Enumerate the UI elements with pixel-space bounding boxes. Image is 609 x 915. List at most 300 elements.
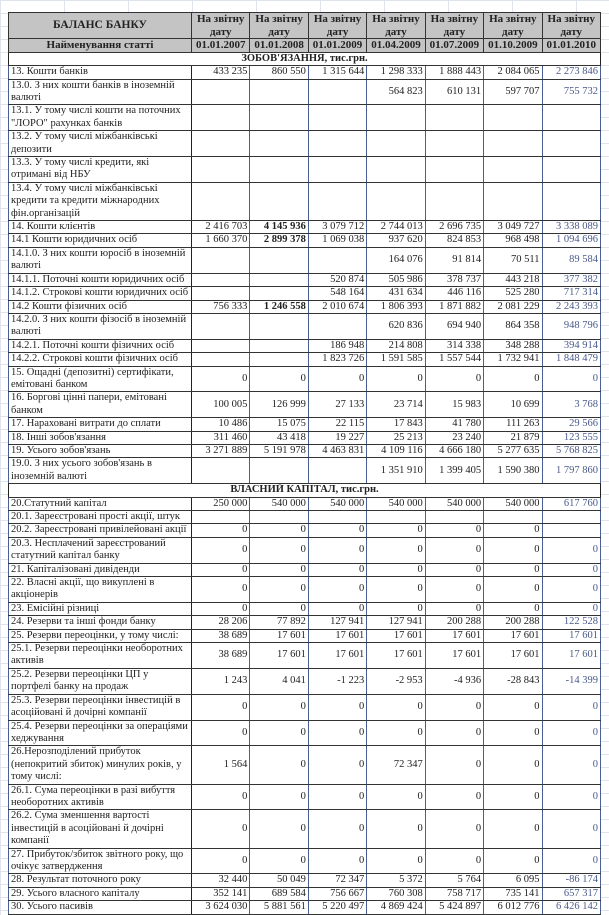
- value-cell: 5 881 561: [250, 901, 308, 914]
- value-cell: 540 000: [425, 497, 483, 510]
- header-row-dates: [9, 39, 601, 53]
- value-cell: 3 079 712: [308, 221, 366, 234]
- value-cell: -86 174: [542, 874, 600, 887]
- value-cell: 0: [308, 524, 366, 537]
- value-cell: 0: [425, 524, 483, 537]
- value-cell: 540 000: [308, 497, 366, 510]
- value-cell: 214 808: [367, 339, 425, 352]
- value-cell: 377 382: [542, 273, 600, 286]
- value-cell: 1 797 860: [542, 458, 600, 484]
- value-cell: 0: [192, 848, 250, 874]
- table-row: [9, 79, 601, 105]
- table-row: [9, 418, 601, 431]
- value-cell: 5 424 897: [425, 901, 483, 914]
- value-cell: 0: [308, 602, 366, 615]
- value-cell: 164 076: [367, 247, 425, 273]
- value-cell: 0: [367, 694, 425, 720]
- value-cell: 0: [425, 720, 483, 746]
- value-cell: 2 416 703: [192, 221, 250, 234]
- row-label: 13.1. У тому числі кошти на поточних "ЛОРО" рахунках банків: [9, 105, 192, 131]
- value-cell: 0: [367, 602, 425, 615]
- value-cell: 620 836: [367, 313, 425, 339]
- value-cell: -1 223: [308, 668, 366, 694]
- value-cell: 25 213: [367, 431, 425, 444]
- value-cell: 3 338 089: [542, 221, 600, 234]
- value-cell: [250, 458, 308, 484]
- value-cell: 127 941: [367, 616, 425, 629]
- table-row: [9, 497, 601, 510]
- column-header-top: На звітну дату: [367, 13, 425, 39]
- row-label: 14.2.1. Поточні кошти фізичних осіб: [9, 339, 192, 352]
- value-cell: [308, 182, 366, 220]
- value-cell: 0: [308, 784, 366, 810]
- value-cell: 968 498: [484, 234, 542, 247]
- value-cell: 77 892: [250, 616, 308, 629]
- date-header: 01.04.2009: [367, 39, 425, 53]
- row-label: 19. Усього зобов'язань: [9, 444, 192, 457]
- value-cell: 1 246 558: [250, 300, 308, 313]
- table-row: [9, 810, 601, 848]
- value-cell: 17 601: [484, 629, 542, 642]
- column-header-top: На звітну дату: [542, 13, 600, 39]
- value-cell: 446 116: [425, 287, 483, 300]
- value-cell: 1 871 882: [425, 300, 483, 313]
- table-row: [9, 602, 601, 615]
- value-cell: 0: [425, 563, 483, 576]
- value-cell: 186 948: [308, 339, 366, 352]
- value-cell: [425, 105, 483, 131]
- value-cell: 314 338: [425, 339, 483, 352]
- column-header-top: На звітну дату: [425, 13, 483, 39]
- value-cell: [250, 105, 308, 131]
- value-cell: 5 768 825: [542, 444, 600, 457]
- value-cell: -14 399: [542, 668, 600, 694]
- value-cell: 32 440: [192, 874, 250, 887]
- value-cell: 0: [542, 602, 600, 615]
- row-label: 28. Результат поточного року: [9, 874, 192, 887]
- value-cell: 17 843: [367, 418, 425, 431]
- value-cell: 50 049: [250, 874, 308, 887]
- value-cell: 1 069 038: [308, 234, 366, 247]
- value-cell: 1 590 380: [484, 458, 542, 484]
- value-cell: [192, 353, 250, 366]
- value-cell: 29 566: [542, 418, 600, 431]
- value-cell: 15 983: [425, 392, 483, 418]
- table-row: [9, 444, 601, 457]
- value-cell: 443 218: [484, 273, 542, 286]
- value-cell: 123 555: [542, 431, 600, 444]
- value-cell: 2 081 229: [484, 300, 542, 313]
- value-cell: 4 463 831: [308, 444, 366, 457]
- value-cell: 38 689: [192, 643, 250, 669]
- value-cell: 89 584: [542, 247, 600, 273]
- value-cell: 2 243 393: [542, 300, 600, 313]
- value-cell: [367, 157, 425, 183]
- table-row: [9, 300, 601, 313]
- value-cell: 610 131: [425, 79, 483, 105]
- table-row: [9, 339, 601, 352]
- value-cell: 2 696 735: [425, 221, 483, 234]
- value-cell: 0: [484, 366, 542, 392]
- value-cell: 0: [367, 537, 425, 563]
- value-cell: [367, 131, 425, 157]
- value-cell: 0: [192, 784, 250, 810]
- value-cell: 352 141: [192, 887, 250, 900]
- value-cell: [192, 339, 250, 352]
- row-label: 24. Резерви та інші фонди банку: [9, 616, 192, 629]
- value-cell: 860 550: [250, 66, 308, 79]
- value-cell: [484, 511, 542, 524]
- table-row: [9, 247, 601, 273]
- row-label: 16. Боргові цінні папери, емітовані банком: [9, 392, 192, 418]
- value-cell: 433 235: [192, 66, 250, 79]
- row-label: 19.0. З них усього зобов'язань в іноземній валюті: [9, 458, 192, 484]
- value-cell: [250, 313, 308, 339]
- value-cell: [542, 131, 600, 157]
- value-cell: 0: [484, 577, 542, 603]
- row-label: 14.2 Кошти фізичних осіб: [9, 300, 192, 313]
- value-cell: 0: [542, 577, 600, 603]
- value-cell: -4 936: [425, 668, 483, 694]
- column-header-top: На звітну дату: [308, 13, 366, 39]
- row-label: 22. Власні акції, що викуплені в акціонерів: [9, 577, 192, 603]
- value-cell: [308, 511, 366, 524]
- row-label: 25.4. Резерви переоцінки за операціями хеджування: [9, 720, 192, 746]
- value-cell: 0: [542, 366, 600, 392]
- row-label: 29. Усього власного капіталу: [9, 887, 192, 900]
- value-cell: [192, 105, 250, 131]
- value-cell: 0: [192, 720, 250, 746]
- header-row-top: [9, 13, 601, 39]
- value-cell: 525 280: [484, 287, 542, 300]
- value-cell: 0: [250, 848, 308, 874]
- value-cell: 0: [367, 848, 425, 874]
- value-cell: 0: [542, 848, 600, 874]
- value-cell: [308, 131, 366, 157]
- value-cell: [425, 182, 483, 220]
- value-cell: [484, 182, 542, 220]
- table-title: БАЛАНС БАНКУ: [9, 13, 192, 39]
- value-cell: 0: [542, 784, 600, 810]
- column-header-top: На звітну дату: [192, 13, 250, 39]
- value-cell: [542, 182, 600, 220]
- value-cell: [308, 157, 366, 183]
- section-title: ВЛАСНИЙ КАПІТАЛ, тис.грн.: [9, 484, 601, 497]
- value-cell: 0: [484, 784, 542, 810]
- value-cell: 0: [484, 746, 542, 784]
- value-cell: 0: [425, 784, 483, 810]
- value-cell: 3 768: [542, 392, 600, 418]
- value-cell: 735 141: [484, 887, 542, 900]
- value-cell: 540 000: [484, 497, 542, 510]
- value-cell: 17 601: [425, 629, 483, 642]
- table-row: [9, 668, 601, 694]
- value-cell: 0: [192, 810, 250, 848]
- value-cell: 0: [425, 694, 483, 720]
- value-cell: 3 049 727: [484, 221, 542, 234]
- section-header-row: [9, 52, 601, 65]
- value-cell: [250, 79, 308, 105]
- row-label: 26.1. Сума переоцінки в разі вибуття необоротних активів: [9, 784, 192, 810]
- value-cell: 0: [308, 694, 366, 720]
- row-label: 13.4. У тому числі міжбанківські кредити та кредити міжнародних фін.організацій: [9, 182, 192, 220]
- value-cell: 1 732 941: [484, 353, 542, 366]
- value-cell: 17 601: [250, 629, 308, 642]
- value-cell: [542, 524, 600, 537]
- value-cell: 0: [192, 577, 250, 603]
- value-cell: 0: [250, 577, 308, 603]
- value-cell: [250, 511, 308, 524]
- value-cell: 2 899 378: [250, 234, 308, 247]
- row-label: 25.2. Резерви переоцінки ЦП у портфелі банку на продаж: [9, 668, 192, 694]
- value-cell: 0: [250, 602, 308, 615]
- value-cell: 5 764: [425, 874, 483, 887]
- value-cell: 5 220 497: [308, 901, 366, 914]
- row-label: 23. Емісійні різниці: [9, 602, 192, 615]
- row-label: 18. Інші зобов'язання: [9, 431, 192, 444]
- value-cell: [250, 247, 308, 273]
- value-cell: 38 689: [192, 629, 250, 642]
- value-cell: 4 109 116: [367, 444, 425, 457]
- value-cell: 0: [308, 537, 366, 563]
- value-cell: 824 853: [425, 234, 483, 247]
- value-cell: 250 000: [192, 497, 250, 510]
- table-row: [9, 720, 601, 746]
- value-cell: 0: [542, 563, 600, 576]
- value-cell: [192, 131, 250, 157]
- value-cell: 27 133: [308, 392, 366, 418]
- value-cell: [542, 157, 600, 183]
- value-cell: 520 874: [308, 273, 366, 286]
- value-cell: 100 005: [192, 392, 250, 418]
- value-cell: 0: [308, 366, 366, 392]
- row-label: 20.1. Зареєстровані прості акції, штук: [9, 511, 192, 524]
- value-cell: 17 601: [367, 643, 425, 669]
- value-cell: 41 780: [425, 418, 483, 431]
- value-cell: 694 940: [425, 313, 483, 339]
- row-label: 25.3. Резерви переоцінки інвестицій в асоційовані й дочірні компанії: [9, 694, 192, 720]
- table-row: [9, 131, 601, 157]
- value-cell: 0: [425, 810, 483, 848]
- value-cell: 0: [250, 524, 308, 537]
- value-cell: 311 460: [192, 431, 250, 444]
- date-header: 01.10.2009: [484, 39, 542, 53]
- value-cell: 0: [542, 537, 600, 563]
- value-cell: 1 399 405: [425, 458, 483, 484]
- value-cell: 0: [484, 848, 542, 874]
- row-label: 21. Капіталізовані дивіденди: [9, 563, 192, 576]
- value-cell: 564 823: [367, 79, 425, 105]
- value-cell: 5 191 978: [250, 444, 308, 457]
- value-cell: 348 288: [484, 339, 542, 352]
- table-row: [9, 537, 601, 563]
- value-cell: 127 941: [308, 616, 366, 629]
- value-cell: 0: [308, 810, 366, 848]
- section-header-row: [9, 484, 601, 497]
- value-cell: [250, 353, 308, 366]
- date-header: 01.07.2009: [425, 39, 483, 53]
- table-row: [9, 273, 601, 286]
- table-row: [9, 629, 601, 642]
- value-cell: 4 041: [250, 668, 308, 694]
- value-cell: 1 557 544: [425, 353, 483, 366]
- value-cell: 10 486: [192, 418, 250, 431]
- value-cell: 6 095: [484, 874, 542, 887]
- value-cell: -28 843: [484, 668, 542, 694]
- value-cell: 378 737: [425, 273, 483, 286]
- value-cell: 0: [484, 810, 542, 848]
- value-cell: 0: [425, 848, 483, 874]
- table-row: [9, 431, 601, 444]
- value-cell: 0: [308, 720, 366, 746]
- value-cell: 5 372: [367, 874, 425, 887]
- value-cell: 17 601: [542, 643, 600, 669]
- value-cell: [308, 79, 366, 105]
- table-row: [9, 353, 601, 366]
- value-cell: 72 347: [308, 874, 366, 887]
- table-row: [9, 848, 601, 874]
- value-cell: 0: [425, 366, 483, 392]
- value-cell: 0: [542, 720, 600, 746]
- value-cell: 0: [484, 537, 542, 563]
- value-cell: [250, 131, 308, 157]
- value-cell: 2 084 065: [484, 66, 542, 79]
- table-row: [9, 105, 601, 131]
- value-cell: [425, 157, 483, 183]
- value-cell: 1 888 443: [425, 66, 483, 79]
- value-cell: 617 760: [542, 497, 600, 510]
- row-label: 14. Кошти клієнтів: [9, 221, 192, 234]
- value-cell: [308, 247, 366, 273]
- value-cell: [542, 511, 600, 524]
- column-header-top: На звітну дату: [250, 13, 308, 39]
- value-cell: 0: [367, 563, 425, 576]
- value-cell: [308, 458, 366, 484]
- table-row: [9, 616, 601, 629]
- value-cell: 17 601: [367, 629, 425, 642]
- table-row: [9, 234, 601, 247]
- value-cell: 689 584: [250, 887, 308, 900]
- value-cell: 126 999: [250, 392, 308, 418]
- row-label: 14.1.1. Поточні кошти юридичних осіб: [9, 273, 192, 286]
- row-label: 14.1.2. Строкові кошти юридичних осіб: [9, 287, 192, 300]
- value-cell: 1 315 644: [308, 66, 366, 79]
- value-cell: 0: [484, 694, 542, 720]
- value-cell: [308, 313, 366, 339]
- value-cell: 0: [308, 848, 366, 874]
- table-row: [9, 366, 601, 392]
- row-label: 26.2. Сума зменшення вартості інвестицій в асоційовані й дочірні компанії: [9, 810, 192, 848]
- value-cell: 0: [192, 602, 250, 615]
- value-cell: 0: [250, 784, 308, 810]
- value-cell: 4 869 424: [367, 901, 425, 914]
- section-title: ЗОБОВ'ЯЗАННЯ, тис.грн.: [9, 52, 601, 65]
- value-cell: 17 601: [308, 643, 366, 669]
- value-cell: 4 145 936: [250, 221, 308, 234]
- row-label: 15. Ощадні (депозитні) сертифікати, емітовані банком: [9, 366, 192, 392]
- value-cell: [192, 79, 250, 105]
- value-cell: 0: [308, 563, 366, 576]
- table-row: [9, 66, 601, 79]
- row-label: 17. Нараховані витрати до сплати: [9, 418, 192, 431]
- table-row: [9, 511, 601, 524]
- value-cell: 1 298 333: [367, 66, 425, 79]
- value-cell: [484, 157, 542, 183]
- value-cell: [192, 511, 250, 524]
- table-row: [9, 643, 601, 669]
- value-cell: 1 823 726: [308, 353, 366, 366]
- value-cell: 0: [250, 563, 308, 576]
- row-label: 27. Прибуток/збиток звітного року, що очікує затвердження: [9, 848, 192, 874]
- value-cell: [484, 105, 542, 131]
- row-label: 20.3. Несплачений зареєстрований статутний капітал банку: [9, 537, 192, 563]
- table-row: [9, 577, 601, 603]
- value-cell: 1 660 370: [192, 234, 250, 247]
- table-row: [9, 901, 601, 914]
- value-cell: 1 564: [192, 746, 250, 784]
- table-row: [9, 694, 601, 720]
- value-cell: 15 075: [250, 418, 308, 431]
- table-row: [9, 157, 601, 183]
- value-cell: [542, 105, 600, 131]
- value-cell: 2 273 846: [542, 66, 600, 79]
- table-row: [9, 887, 601, 900]
- value-cell: 758 717: [425, 887, 483, 900]
- value-cell: [192, 458, 250, 484]
- row-label: 20.Статутний капітал: [9, 497, 192, 510]
- value-cell: 19 227: [308, 431, 366, 444]
- column-header-top: На звітну дату: [484, 13, 542, 39]
- row-label: 25. Резерви переоцінки, у тому числі:: [9, 629, 192, 642]
- value-cell: 948 796: [542, 313, 600, 339]
- value-cell: 0: [367, 366, 425, 392]
- table-row: [9, 874, 601, 887]
- value-cell: 111 263: [484, 418, 542, 431]
- value-cell: 0: [484, 563, 542, 576]
- table-row: [9, 524, 601, 537]
- date-header: 01.01.2008: [250, 39, 308, 53]
- value-cell: 10 699: [484, 392, 542, 418]
- value-cell: 0: [308, 746, 366, 784]
- value-cell: [192, 273, 250, 286]
- value-cell: 2 010 674: [308, 300, 366, 313]
- value-cell: [192, 182, 250, 220]
- value-cell: 70 511: [484, 247, 542, 273]
- value-cell: 2 744 013: [367, 221, 425, 234]
- value-cell: 0: [425, 537, 483, 563]
- table-row: [9, 287, 601, 300]
- value-cell: 1 848 479: [542, 353, 600, 366]
- table-body: [9, 52, 601, 914]
- row-label: 13.0. З них кошти банків в іноземній валюті: [9, 79, 192, 105]
- table-row: [9, 392, 601, 418]
- value-cell: 597 707: [484, 79, 542, 105]
- value-cell: 0: [484, 720, 542, 746]
- value-cell: 1 591 585: [367, 353, 425, 366]
- value-cell: 0: [367, 720, 425, 746]
- value-cell: 23 240: [425, 431, 483, 444]
- value-cell: 0: [250, 810, 308, 848]
- value-cell: 1 094 696: [542, 234, 600, 247]
- value-cell: [250, 339, 308, 352]
- value-cell: 0: [484, 602, 542, 615]
- value-cell: 657 317: [542, 887, 600, 900]
- value-cell: 0: [484, 524, 542, 537]
- value-cell: 17 601: [425, 643, 483, 669]
- value-cell: 5 277 635: [484, 444, 542, 457]
- value-cell: 23 714: [367, 392, 425, 418]
- value-cell: 0: [367, 577, 425, 603]
